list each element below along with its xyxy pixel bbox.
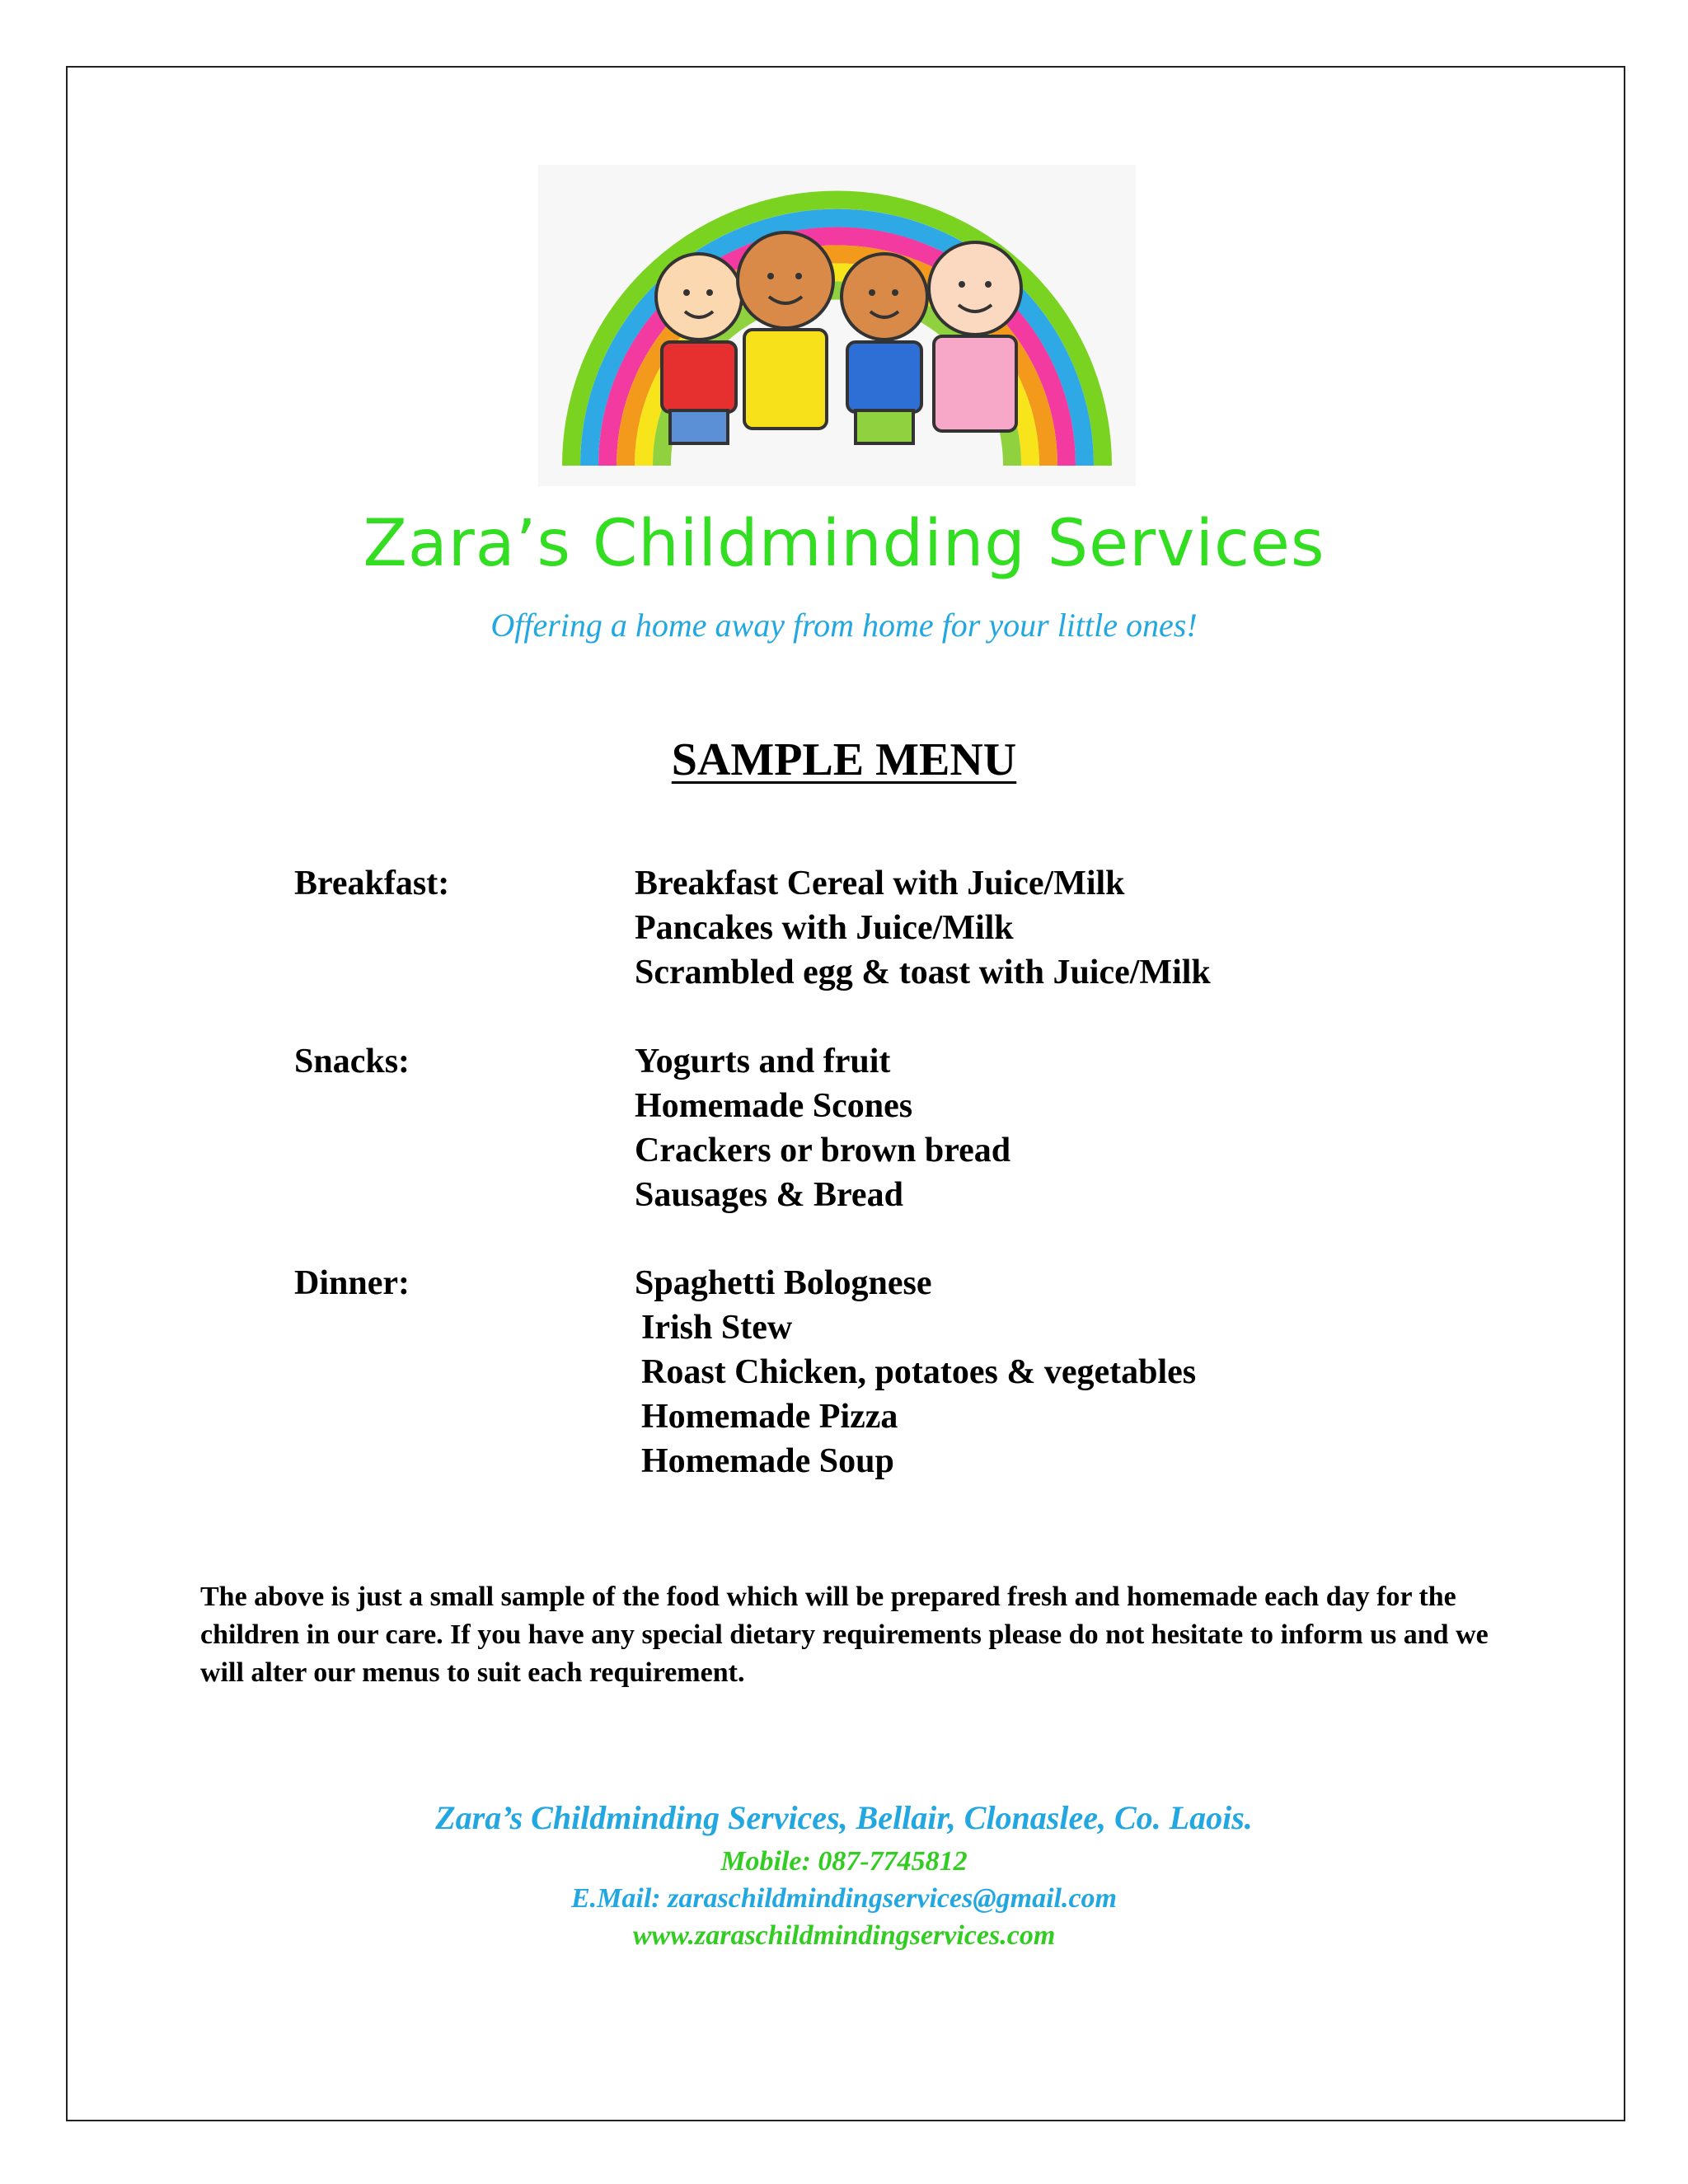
menu-item-list (635, 1261, 1196, 1483)
menu-heading (0, 733, 1688, 786)
menu-item: Irish Stew (641, 1309, 793, 1347)
section-label: Snacks: (294, 1043, 410, 1080)
menu-item: Scrambled egg & toast with Juice/Milk (635, 954, 1211, 991)
menu-item: Homemade Scones (635, 1087, 913, 1125)
menu-item: Homemade Soup (641, 1442, 894, 1480)
section-label: Breakfast: (294, 865, 450, 902)
menu-item: Yogurts and fruit (635, 1043, 891, 1080)
footer-mobile: Mobile: 087-7745812 (720, 1846, 968, 1877)
menu-heading-text: SAMPLE MENU (671, 734, 1017, 785)
menu-item-list (635, 861, 1211, 995)
footer-email: E.Mail: zaraschildmindingservices@gmail.com (570, 1883, 1118, 1914)
menu-item: Spaghetti Bolognese (635, 1264, 932, 1302)
menu-item: Homemade Pizza (641, 1398, 898, 1436)
rainbow-children-logo-icon (538, 165, 1136, 486)
footer-website: www.zaraschildmindingservices.com (632, 1920, 1056, 1951)
brand-title: Zara’s Childminding Services (363, 507, 1325, 581)
brand-tagline: Offering a home away from home for your little ones! (490, 607, 1198, 644)
menu-item: Sausages & Bread (635, 1176, 903, 1214)
menu-item: Crackers or brown bread (635, 1132, 1011, 1169)
section-label: Dinner: (294, 1264, 410, 1302)
menu-note: The above is just a small sample of the food which will be prepared fresh and homemade each day for the children in our care. If you have any special dietary requirements please do not hesitate to inform us and we will alter our menus to suit each requirement. (200, 1582, 1489, 1688)
footer-business-address: Zara’s Childminding Services, Bellair, Clonaslee, Co. Laois. (435, 1799, 1253, 1836)
menu-item-list (635, 1039, 1010, 1217)
menu-item: Roast Chicken, potatoes & vegetables (641, 1353, 1197, 1391)
menu-item: Breakfast Cereal with Juice/Milk (635, 865, 1125, 902)
menu-item: Pancakes with Juice/Milk (635, 909, 1014, 947)
